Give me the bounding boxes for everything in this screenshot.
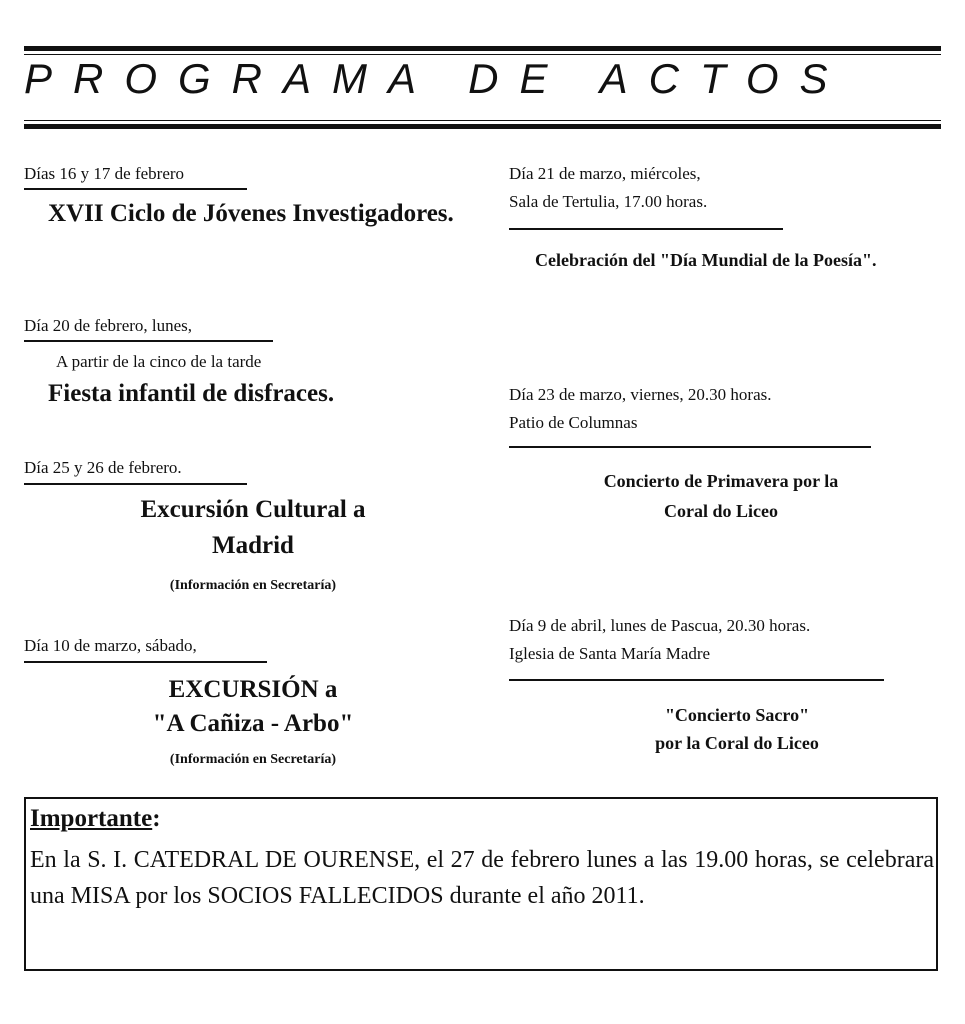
event-title-line: Madrid [212, 532, 294, 559]
event-title: XVII Ciclo de Jóvenes Investigadores. [48, 200, 454, 227]
event-title-line: Excursión Cultural a [140, 496, 366, 523]
page-title: PROGRAMA DE ACTOS [24, 55, 849, 102]
event-date: Día 10 de marzo, sábado, [24, 636, 197, 655]
event-note: (Información en Secretaría) [169, 578, 337, 593]
date-underline [24, 483, 247, 485]
event-date: Día 9 de abril, lunes de Pascua, 20.30 horas. [509, 616, 811, 635]
notice-label [30, 804, 161, 834]
event-date: Día 23 de marzo, viernes, 20.30 horas. [509, 385, 772, 404]
notice-text: En la S. I. CATEDRAL DE OURENSE, el 27 de febrero lunes a las 19.00 horas, se celebrara una MISA por los SOCIOS FALLECIDOS durante el año 2011. [30, 847, 934, 909]
event-place: Patio de Columnas [509, 413, 638, 432]
header-rule-bottom-thin [24, 120, 941, 121]
place-underline [509, 446, 871, 448]
event-title-line: por la Coral do Liceo [655, 733, 819, 753]
place-underline [509, 228, 783, 230]
event-date: Días 16 y 17 de febrero [24, 164, 185, 183]
notice-label-colon: : [152, 805, 161, 832]
event-title-line: Concierto de Primavera por la [603, 471, 839, 491]
notice-label-text: Importante [30, 805, 153, 832]
event-date: Día 20 de febrero, lunes, [24, 316, 193, 335]
date-underline [24, 188, 247, 190]
event-date: Día 25 y 26 de febrero. [24, 458, 182, 477]
event-note: (Información en Secretaría) [169, 752, 337, 767]
event-title-line: "Concierto Sacro" [664, 705, 810, 725]
date-underline [24, 340, 273, 342]
date-underline [24, 661, 267, 663]
event-date: Día 21 de marzo, miércoles, [509, 164, 701, 183]
event-detail: A partir de la cinco de la tarde [56, 352, 262, 371]
event-place: Iglesia de Santa María Madre [509, 644, 711, 663]
event-place: Sala de Tertulia, 17.00 horas. [509, 192, 708, 211]
header-rule-top-thick [24, 46, 941, 51]
event-title-line: "A Cañiza - Arbo" [152, 710, 354, 737]
event-title-line: EXCURSIÓN a [168, 676, 338, 703]
event-title-line: Coral do Liceo [664, 501, 778, 521]
header-rule-bottom-thick [24, 124, 941, 129]
event-title: Fiesta infantil de disfraces. [48, 380, 335, 407]
place-underline [509, 679, 884, 681]
event-title: Celebración del "Día Mundial de la Poesía". [535, 250, 877, 270]
